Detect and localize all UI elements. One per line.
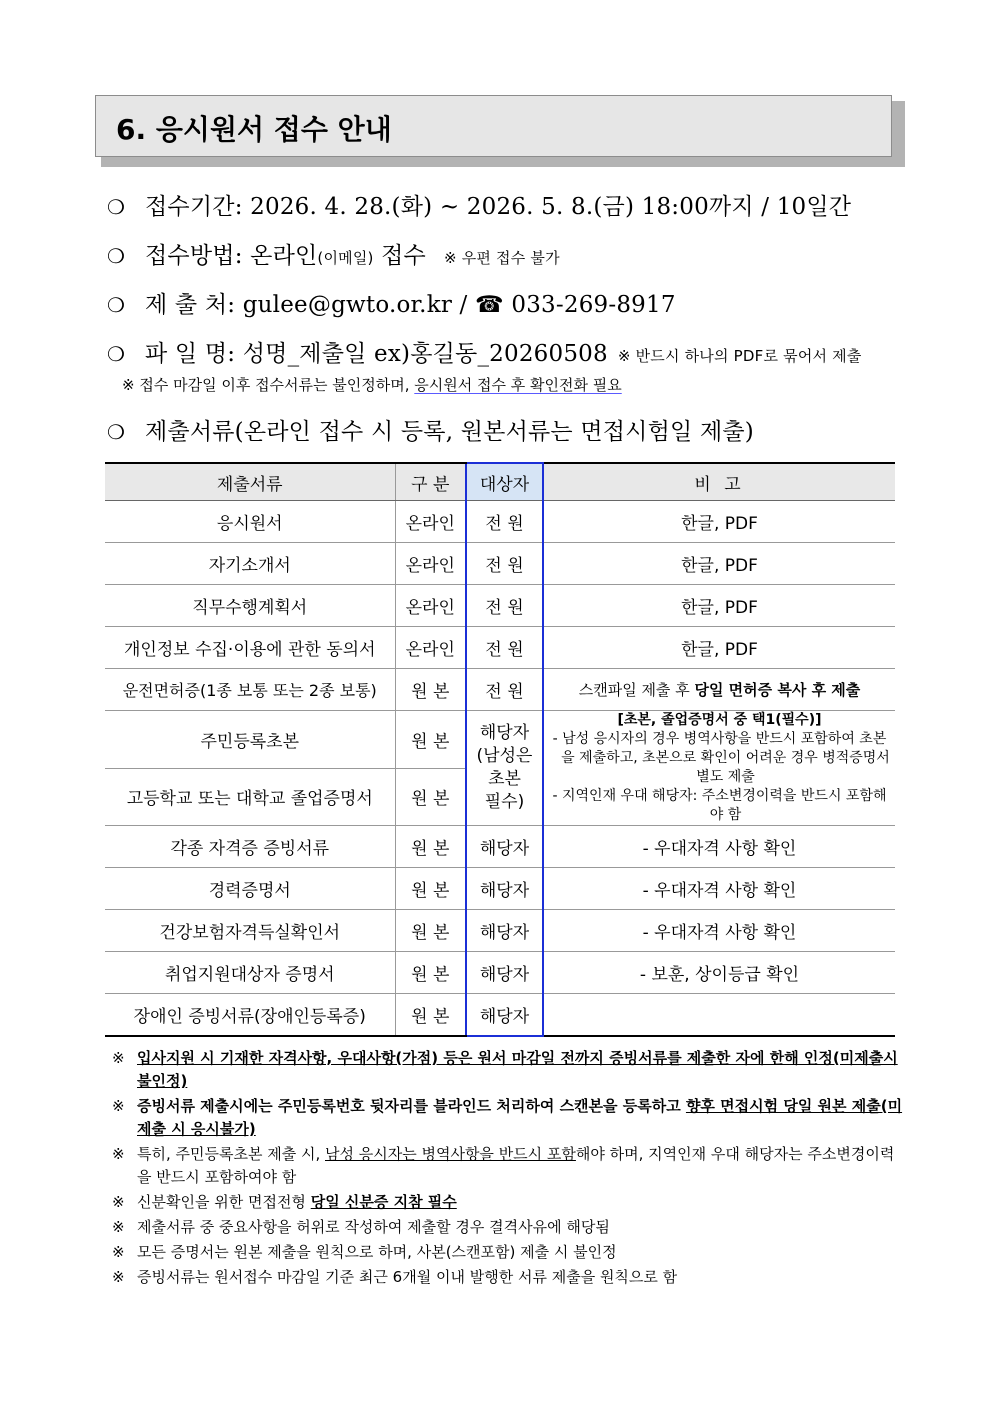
- merged-note-cell: [초본, 졸업증명서 중 택1(필수)] - 남성 응시자의 경우 병역사항을 반드시 포함하여 초본을 제출하고, 초본으로 확인이 어려운 경우 병적증명서 별도 제출 - 지역인재 우대 해당자: 주소변경이력을 반드시 포함해야 함: [543, 711, 895, 826]
- table-row: 건강보험자격득실확인서 원 본 해당자 - 우대자격 사항 확인: [105, 910, 895, 952]
- col-header-target: 대상자: [466, 463, 543, 501]
- table-row: 취업지원대상자 증명서 원 본 해당자 - 보훈, 상이등급 확인: [105, 952, 895, 994]
- phone-icon: ☎: [475, 292, 504, 318]
- footnote-item: ※ 증빙서류는 원서접수 마감일 기준 최근 6개월 이내 발행한 서류 제출을 원칙으로 함: [112, 1268, 678, 1286]
- footnotes: [112, 1047, 907, 1291]
- section-title: 6. 응시원서 접수 안내: [116, 113, 392, 146]
- bullet-filename: ❍ 파 일 명: 성명_제출일 ex)홍길동_20260508 ※ 반드시 하나의 PDF로 묶어서 제출: [107, 341, 862, 367]
- period-value: 2026. 4. 28.(화) ~ 2026. 5. 8.(금) 18:00까지 / 10일간: [250, 194, 852, 220]
- table-row: 주민등록초본 원 본 해당자 (남성은 초본 필수) [초본, 졸업증명서 중 택1(필수)] - 남성 응시자의 경우 병역사항을 반드시 포함하여 초본을 제출하고, 초본으로 확인이 어려운 경우 병적증명서 별도 제출 - 지역인재 우대 해당자: 주소변경이력을 반드시 포함해야 함: [105, 711, 895, 769]
- phone-number: 033-269-8917: [511, 292, 676, 318]
- circle-bullet-icon: ❍: [107, 195, 126, 219]
- table-header-row: [105, 463, 895, 501]
- bullet-submit-to: ❍ 제 출 처: gulee@gwto.or.kr / ☎ 033-269-8917: [107, 292, 676, 318]
- section-title-box: [95, 95, 892, 157]
- table-row: 장애인 증빙서류(장애인등록증) 원 본 해당자: [105, 994, 895, 1037]
- documents-table: [105, 462, 895, 1037]
- table-row: 응시원서 온라인 전 원 한글, PDF: [105, 501, 895, 543]
- footnote-item: ※ 특히, 주민등록초본 제출 시, 남성 응시자는 병역사항을 반드시 포함해야 하며, 지역인재 우대 해당자는 주소변경이력을 반드시 포함하여야 함: [112, 1145, 895, 1186]
- table-row: 경력증명서 원 본 해당자 - 우대자격 사항 확인: [105, 868, 895, 910]
- email-link[interactable]: gulee@gwto.or.kr: [242, 292, 453, 318]
- table-row: 각종 자격증 증빙서류 원 본 해당자 - 우대자격 사항 확인: [105, 826, 895, 868]
- col-header-doc: 제출서류: [105, 463, 395, 501]
- col-header-type: 구 분: [395, 463, 466, 501]
- table-row: 운전면허증(1종 보통 또는 2종 보통) 원 본 전 원 스캔파일 제출 후 당일 면허증 복사 후 제출: [105, 669, 895, 711]
- bullet-method: ❍ 접수방법: 온라인(이메일) 접수 ※ 우편 접수 불가: [107, 243, 560, 269]
- deadline-subnote: ※ 접수 마감일 이후 접수서류는 불인정하며, 응시원서 접수 후 확인전화 필요: [122, 376, 622, 394]
- circle-bullet-icon: ❍: [107, 244, 126, 268]
- bullet-documents-heading: ❍ 제출서류(온라인 접수 시 등록, 원본서류는 면접시험일 제출): [107, 419, 754, 445]
- method-note: ※ 우편 접수 불가: [443, 249, 560, 267]
- footnote-item: ※ 제출서류 중 중요사항을 허위로 작성하여 제출할 경우 결격사유에 해당됨: [112, 1218, 610, 1236]
- footnote-item: ※ 증빙서류 제출시에는 주민등록번호 뒷자리를 블라인드 처리하여 스캔본을 등록하고 향후 면접시험 당일 원본 제출(미제출 시 응시불가): [112, 1097, 903, 1138]
- table-row: 고등학교 또는 대학교 졸업증명서 원 본: [105, 768, 895, 826]
- table-row: 개인정보 수집·이용에 관한 동의서 온라인 전 원 한글, PDF: [105, 627, 895, 669]
- footnote-item: ※ 신분확인을 위한 면접전형 당일 신분증 지참 필수: [112, 1193, 457, 1211]
- circle-bullet-icon: ❍: [107, 293, 126, 317]
- footnote-item: ※ 모든 증명서는 원본 제출을 원칙으로 하며, 사본(스캔포함) 제출 시 불인정: [112, 1243, 617, 1261]
- table-row: 직무수행계획서 온라인 전 원 한글, PDF: [105, 585, 895, 627]
- table-row: 자기소개서 온라인 전 원 한글, PDF: [105, 543, 895, 585]
- circle-bullet-icon: ❍: [107, 342, 126, 366]
- merged-target-cell: 해당자 (남성은 초본 필수): [466, 711, 543, 826]
- col-header-note: 비 고: [543, 463, 895, 501]
- circle-bullet-icon: ❍: [107, 420, 126, 444]
- footnote-item: ※ 입사지원 시 기재한 자격사항, 우대사항(가점) 등은 원서 마감일 전까지 증빙서류를 제출한 자에 한해 인정(미제출시 불인정): [112, 1049, 898, 1090]
- bullet-period: ❍ 접수기간: 2026. 4. 28.(화) ~ 2026. 5. 8.(금) 18:00까지 / 10일간: [107, 194, 852, 220]
